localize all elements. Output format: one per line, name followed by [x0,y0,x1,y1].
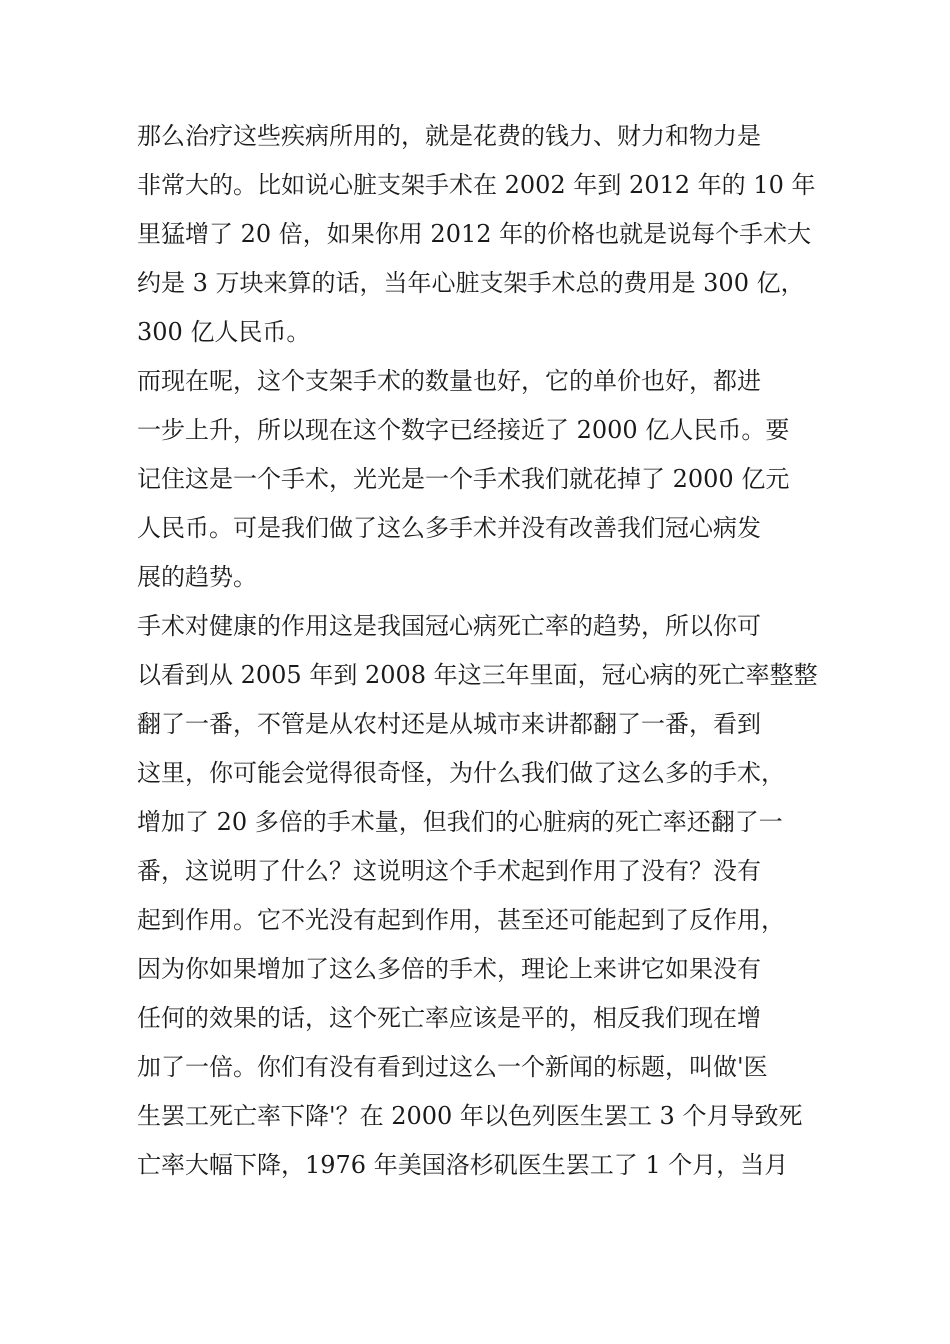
text-line: 300 亿人民币。 [137,318,311,346]
text-line: 番，这说明了什么？这说明这个手术起到作用了没有？没有 [137,857,761,885]
text-line: 约是 3 万块来算的话，当年心脏支架手术总的费用是 300 亿， [137,269,805,297]
text-line: 因为你如果增加了这么多倍的手术，理论上来讲它如果没有 [137,955,761,983]
text-line: 非常大的。比如说心脏支架手术在 2002 年到 2012 年的 10 年 [137,171,816,199]
text-line: 人民币。可是我们做了这么多手术并没有改善我们冠心病发 [137,514,761,542]
text-line: 记住这是一个手术，光光是一个手术我们就花掉了 2000 亿元 [137,465,790,493]
text-line: 翻了一番，不管是从农村还是从城市来讲都翻了一番，看到 [137,710,761,738]
text-line: 增加了 20 多倍的手术量，但我们的心脏病的死亡率还翻了一 [137,808,783,836]
text-line: 任何的效果的话，这个死亡率应该是平的，相反我们现在增 [137,1004,761,1032]
text-line: 亡率大幅下降，1976 年美国洛杉矶医生罢工了 1 个月，当月 [137,1151,789,1179]
text-line: 以看到从 2005 年到 2008 年这三年里面，冠心病的死亡率整整 [137,661,818,689]
text-line: 生罢工死亡率下降'？在 2000 年以色列医生罢工 3 个月导致死 [137,1102,803,1130]
text-line: 这里，你可能会觉得很奇怪，为什么我们做了这么多的手术， [137,759,785,787]
document-body [137,112,827,1190]
text-line: 加了一倍。你们有没有看到过这么一个新闻的标题，叫做'医 [137,1053,768,1081]
text-line: 手术对健康的作用这是我国冠心病死亡率的趋势，所以你可 [137,612,761,640]
text-line: 一步上升，所以现在这个数字已经接近了 2000 亿人民币。要 [137,416,790,444]
text-line: 那么治疗这些疾病所用的，就是花费的钱力、财力和物力是 [137,122,761,150]
text-line: 展的趋势。 [137,563,257,591]
text-line: 里猛增了 20 倍，如果你用 2012 年的价格也就是说每个手术大 [137,220,812,248]
text-line: 起到作用。它不光没有起到作用，甚至还可能起到了反作用， [137,906,785,934]
text-line: 而现在呢，这个支架手术的数量也好，它的单价也好，都进 [137,367,761,395]
